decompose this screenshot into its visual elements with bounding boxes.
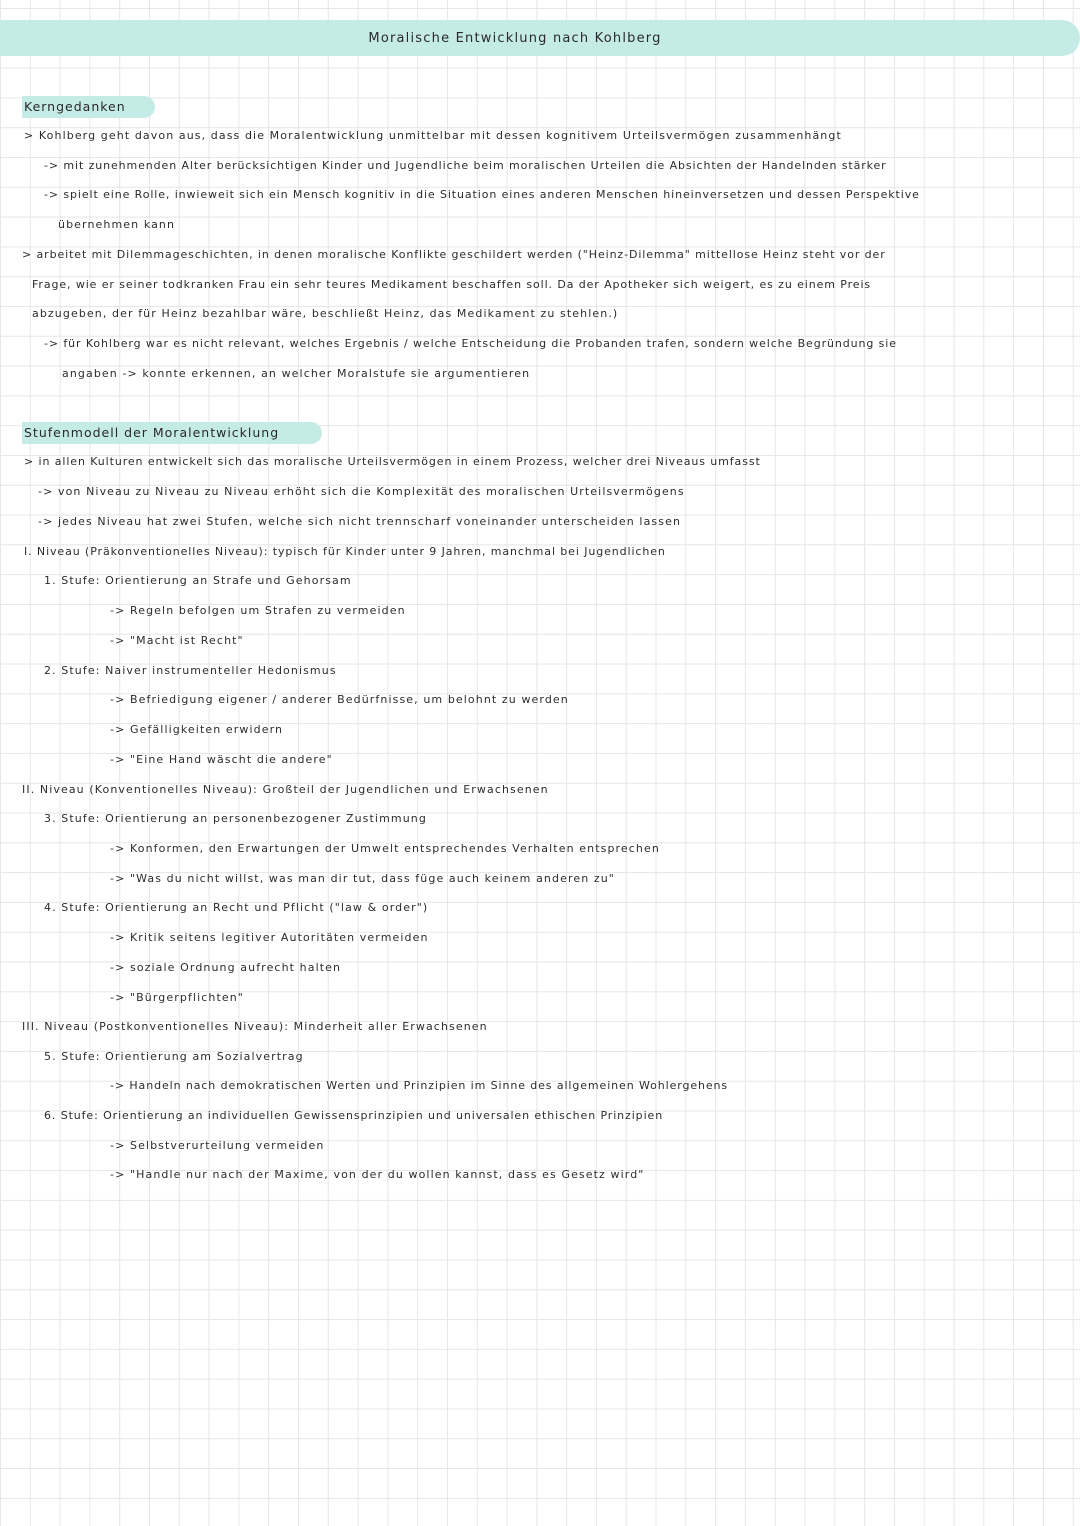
text-line: Frage, wie er seiner todkranken Frau ein sehr teures Medikament beschaffen soll. Da der Apotheker sich weigert, es zu einem Preis <box>32 278 872 291</box>
text-line: 2. Stufe: Naiver instrumenteller Hedonismus <box>44 664 337 677</box>
text-line: übernehmen kann <box>58 218 176 231</box>
text-line: -> mit zunehmenden Alter berücksichtigen Kinder und Jugendliche beim moralischen Urteilen die Absichten der Handelnden stärker <box>44 159 887 172</box>
text-line: -> Regeln befolgen um Strafen zu vermeiden <box>110 604 406 617</box>
text-line: 4. Stufe: Orientierung an Recht und Pflicht ("law & order") <box>44 901 429 914</box>
text-line: angaben -> konnte erkennen, an welcher Moralstufe sie argumentieren <box>62 367 531 380</box>
text-line: -> spielt eine Rolle, inwieweit sich ein Mensch kognitiv in die Situation eines anderen Menschen hineinversetzen und dessen Perspektive <box>44 188 920 201</box>
text-line: -> Konformen, den Erwartungen der Umwelt entsprechendes Verhalten entsprechen <box>110 842 660 855</box>
text-line: -> Befriedigung eigener / anderer Bedürfnisse, um belohnt zu werden <box>110 693 569 706</box>
text-line: -> Handeln nach demokratischen Werten und Prinzipien im Sinne des allgemeinen Wohlergehens <box>110 1079 729 1092</box>
text-line: -> soziale Ordnung aufrecht halten <box>110 961 342 974</box>
text-line: > arbeitet mit Dilemmageschichten, in denen moralische Konflikte geschildert werden ("Heinz-Dilemma" mittellose Heinz steht vor der <box>22 248 886 261</box>
text-line: -> von Niveau zu Niveau zu Niveau erhöht sich die Komplexität des moralischen Urteilsvermögens <box>38 485 685 498</box>
text-line: -> Selbstverurteilung vermeiden <box>110 1139 325 1152</box>
text-line: -> "Eine Hand wäscht die andere" <box>110 753 333 766</box>
text-line: I. Niveau (Präkonventionelles Niveau): typisch für Kinder unter 9 Jahren, manchmal bei Jugendlichen <box>24 545 666 558</box>
text-line: -> "Bürgerpflichten" <box>110 991 244 1004</box>
text-line: 5. Stufe: Orientierung am Sozialvertrag <box>44 1050 304 1063</box>
text-line: > Kohlberg geht davon aus, dass die Moralentwicklung unmittelbar mit dessen kognitivem Urteilsvermögen zusammenhängt <box>24 129 842 142</box>
text-line: 1. Stufe: Orientierung an Strafe und Gehorsam <box>44 574 352 587</box>
text-line: -> "Handle nur nach der Maxime, von der du wollen kannst, dass es Gesetz wird" <box>110 1168 645 1181</box>
section-heading-stufenmodell: Stufenmodell der Moralentwicklung <box>24 425 280 440</box>
page-title: Moralische Entwicklung nach Kohlberg <box>368 31 662 46</box>
text-line: > in allen Kulturen entwickelt sich das moralische Urteilsvermögen in einem Prozess, welcher drei Niveaus umfasst <box>24 455 761 468</box>
text-line: -> "Macht ist Recht" <box>110 634 244 647</box>
text-line: -> jedes Niveau hat zwei Stufen, welche sich nicht trennscharf voneinander unterscheiden lassen <box>38 515 682 528</box>
text-line: -> für Kohlberg war es nicht relevant, welches Ergebnis / welche Entscheidung die Probanden trafen, sondern welche Begründung sie <box>44 337 897 350</box>
section-heading-kerngedanken: Kerngedanken <box>24 99 126 114</box>
text-line: -> Gefälligkeiten erwidern <box>110 723 284 736</box>
text-line: 6. Stufe: Orientierung an individuellen Gewissensprinzipien und universalen ethischen Prinzipien <box>44 1109 664 1122</box>
text-line: 3. Stufe: Orientierung an personenbezogener Zustimmung <box>44 812 427 825</box>
text-line: abzugeben, der für Heinz bezahlbar wäre, beschließt Heinz, das Medikament zu stehlen.) <box>32 307 619 320</box>
text-line: -> "Was du nicht willst, was man dir tut, dass füge auch keinem anderen zu" <box>110 872 615 885</box>
text-line: II. Niveau (Konventionelles Niveau): Großteil der Jugendlichen und Erwachsenen <box>22 783 549 796</box>
text-line: III. Niveau (Postkonventionelles Niveau): Minderheit aller Erwachsenen <box>22 1020 488 1033</box>
text-line: -> Kritik seitens legitiver Autoritäten vermeiden <box>110 931 429 944</box>
